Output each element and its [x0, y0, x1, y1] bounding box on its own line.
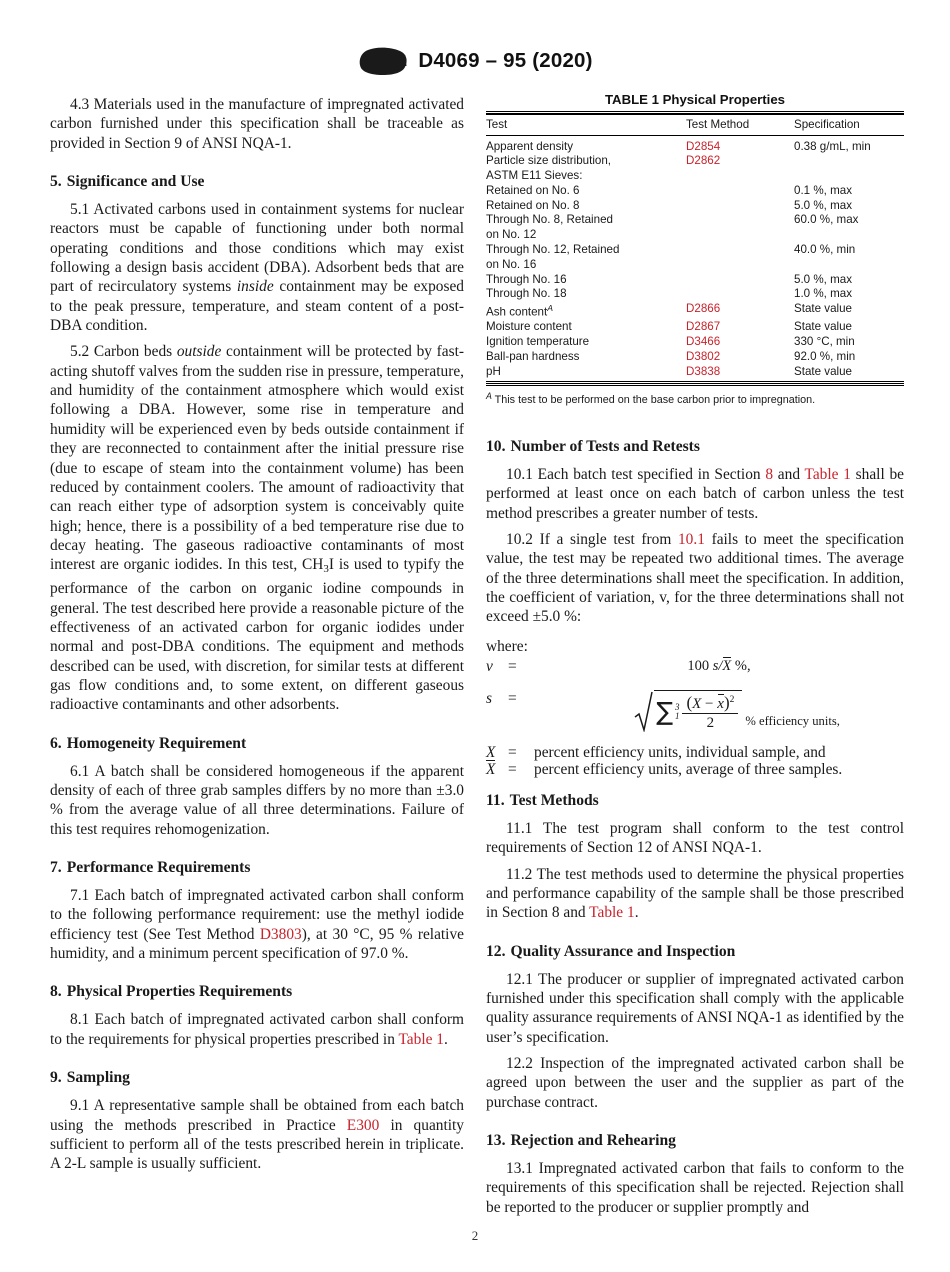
text-run: %, — [731, 657, 751, 674]
cell-specification — [794, 154, 904, 169]
physical-properties-table — [486, 111, 904, 381]
text-run: fails to meet the specification value, the test may be repeated two additional times. The average of the three determinations shall meet the specification. In addition, the coefficient of variation, v, for the three determinations shall not exceed ±5.0 %: — [486, 531, 904, 626]
section-heading-6 — [50, 734, 464, 753]
section-title: Physical Properties Requirements — [66, 983, 293, 1001]
section-heading-5 — [50, 172, 464, 191]
equation-block — [486, 658, 904, 732]
table-row — [486, 302, 904, 320]
symbol-definitions — [486, 744, 904, 779]
section-number: 13. — [486, 1132, 506, 1150]
cell-test: Retained on No. 8 — [486, 198, 580, 212]
cell-test-method[interactable] — [686, 320, 794, 335]
text-run: containment may be exposed to the peak pressure, temperature, and steam content of a post-DBA condition. — [50, 278, 464, 335]
definition-text: percent efficiency units, individual sample, and — [534, 743, 826, 761]
cell-test: Ignition temperature — [486, 334, 590, 348]
cell-specification: 0.38 g/mL, min — [794, 139, 871, 153]
spacer — [486, 523, 904, 530]
table-row — [486, 287, 904, 302]
link-d2854[interactable]: D2854 — [686, 139, 721, 153]
emphasis-inside: inside — [236, 278, 274, 296]
section-title: Quality Assurance and Inspection — [510, 942, 736, 960]
cell-test-method — [686, 257, 794, 272]
cell-specification — [794, 228, 904, 243]
spacer — [486, 779, 904, 791]
cell-specification: 330 °C, min — [794, 334, 855, 348]
cell-specification — [794, 257, 904, 272]
text-run: 5.2 Carbon beds — [70, 343, 177, 361]
table-row — [486, 272, 904, 287]
link-d3466[interactable]: D3466 — [686, 334, 721, 348]
table-1-block — [486, 92, 904, 407]
paragraph-7-1 — [50, 886, 464, 963]
table-row — [486, 349, 904, 364]
cell-specification: 1.0 %, max — [794, 287, 852, 301]
section-heading-10 — [486, 437, 904, 456]
cell-test: Through No. 12, Retained — [486, 242, 620, 256]
fraction-denominator: 2 — [706, 714, 715, 731]
equation-symbol-s: s — [486, 689, 492, 707]
link-d2867[interactable]: D2867 — [686, 320, 721, 334]
efficiency-units-label: % efficiency units, — [745, 713, 840, 728]
definition-symbol-x: X — [486, 743, 496, 761]
section-title: Homogeneity Requirement — [66, 734, 247, 752]
equation-s — [486, 690, 904, 732]
cell-test-method — [686, 272, 794, 287]
spacer — [50, 715, 464, 734]
cell-test-method[interactable] — [686, 154, 794, 169]
text-run: in quantity sufficient to perform all of the tests prescribed herein in triplicate. A 2-L sample is usually sufficient. — [50, 1116, 464, 1173]
cell-specification: 0.1 %, max — [794, 183, 852, 197]
section-number: 9. — [50, 1069, 62, 1087]
subscript-3: 3 — [323, 562, 329, 575]
link-d2866[interactable]: D2866 — [686, 302, 721, 316]
paragraph-5-2 — [50, 342, 464, 714]
link-table-1[interactable]: Table 1 — [589, 904, 635, 922]
link-section-8[interactable]: 8 — [765, 466, 774, 484]
equals-sign: = — [508, 743, 517, 761]
text-run: shall be performed at least once on each batch of carbon unless the test method prescribes a greater number of tests. — [486, 466, 905, 522]
text-run: . — [443, 1030, 448, 1048]
table-title: TABLE 1 Physical Properties — [604, 92, 786, 107]
table-row — [486, 183, 904, 198]
page-number: 2 — [471, 1228, 479, 1243]
section-heading-13 — [486, 1131, 904, 1150]
fraction-numerator — [682, 693, 738, 714]
spacer — [50, 1049, 464, 1068]
symbol-x-bar: X — [722, 657, 732, 674]
spacer — [50, 963, 464, 982]
minus-sign: − — [701, 695, 718, 712]
spacer — [486, 1112, 904, 1131]
cell-test: Retained on No. 6 — [486, 183, 580, 197]
spacer — [486, 1047, 904, 1054]
table-row — [486, 154, 904, 169]
table-row — [486, 320, 904, 335]
link-e300[interactable]: E300 — [346, 1116, 380, 1134]
emphasis-outside: outside — [176, 343, 222, 361]
paragraph-13-1: 13.1 Impregnated activated carbon that fails to conform to the requirements of this specification shall be rejected. Rejection shall be reported to the producer or supplier promptly and — [486, 1160, 904, 1216]
spacer — [486, 1150, 904, 1159]
cell-specification: 5.0 %, max — [794, 198, 852, 212]
spacer — [50, 877, 464, 886]
cell-specification — [794, 168, 904, 183]
spacer — [50, 153, 464, 172]
section-number: 7. — [50, 859, 62, 877]
link-d3803[interactable]: D3803 — [259, 925, 302, 943]
equation-v — [486, 658, 904, 676]
section-title: Sampling — [66, 1069, 130, 1087]
link-d2862[interactable]: D2862 — [686, 154, 721, 168]
definition-row — [486, 744, 904, 762]
paragraph-4-3: 4.3 Materials used in the manufacture of impregnated activated carbon furnished under this specification shall be traceable as provided in Section 9 of ANSI NQA-1. — [50, 96, 464, 152]
footnote-ref: A — [547, 303, 553, 314]
cell-test-method — [686, 213, 794, 228]
spacer — [486, 407, 904, 437]
cell-test: ASTM E11 Sieves: — [486, 169, 583, 183]
spacer — [50, 335, 464, 342]
paragraph-11-1: 11.1 The test program shall conform to the test control requirements of Section 12 of ANSI NQA-1. — [486, 820, 904, 857]
text-run: 10.2 If a single test from — [506, 531, 678, 549]
table-row — [486, 198, 904, 213]
paragraph-6-1: 6.1 A batch shall be considered homogeneous if the apparent density of each of three grab samples differs by no more than ±3.0 % from the average value of all three determinations. Failure of this test requires rehomogenization. — [50, 762, 464, 838]
table-row — [486, 213, 904, 228]
equation-v-expression — [534, 658, 904, 675]
spacer — [486, 923, 904, 942]
text-run: ), at 30 °C, 95 % relative humidity, and a minimum percent specification of 97.0 %. — [50, 925, 464, 963]
column-header-test: Test — [486, 115, 686, 136]
page-header — [0, 46, 950, 76]
cell-test: Apparent density — [486, 139, 574, 153]
cell-specification: State value — [794, 320, 853, 334]
section-heading-12 — [486, 942, 904, 961]
text-run: 100 — [687, 657, 713, 674]
symbol-s: s — [712, 657, 719, 674]
table-row — [486, 228, 904, 243]
text-run: 7.1 Each batch of impregnated activated carbon shall conform to the following performance requirement: use the methyl iodide efficiency test (See Test Method — [50, 887, 464, 943]
table-row — [486, 334, 904, 349]
paren-open: ( — [686, 692, 693, 712]
paragraph-9-1 — [50, 1096, 464, 1173]
spacer — [486, 858, 904, 865]
exponent-2: 2 — [729, 694, 735, 705]
text-run: . — [634, 904, 639, 922]
table-row — [486, 364, 904, 381]
left-column — [50, 95, 464, 1174]
text-run: and — [773, 466, 805, 484]
section-number: 11. — [486, 792, 505, 809]
link-d3802[interactable]: D3802 — [686, 349, 721, 363]
table-header-row — [486, 115, 904, 136]
cell-test-method[interactable] — [686, 364, 794, 381]
section-number: 5. — [50, 173, 62, 191]
cell-test-method — [686, 183, 794, 198]
cell-test-method — [686, 287, 794, 302]
spacer — [50, 191, 464, 200]
cell-test: Through No. 18 — [486, 287, 567, 301]
definition-row — [486, 761, 904, 779]
cell-specification: State value — [794, 302, 853, 316]
cell-test: pH — [486, 364, 501, 378]
section-heading-7 — [50, 858, 464, 877]
table-body — [486, 135, 904, 381]
spacer — [50, 1087, 464, 1096]
table-bottom-rule — [486, 381, 904, 386]
cell-specification: 92.0 %, min — [794, 349, 856, 363]
spacer — [486, 456, 904, 465]
text-run: 10.1 Each batch test specified in Section — [506, 466, 766, 484]
footnote-marker: A — [486, 391, 492, 402]
symbol-x: X — [692, 695, 702, 712]
where-label: where: — [486, 637, 528, 655]
cell-test: Particle size distribution, — [486, 154, 612, 168]
cell-test: Moisture content — [486, 320, 572, 334]
paragraph-12-1: 12.1 The producer or supplier of impregnated activated carbon furnished under this specification shall comply with the applicable quality assurance requirements of ANSI NQA-1 as identified by the user’s specification. — [486, 970, 904, 1046]
spacer — [50, 1001, 464, 1010]
definition-text: percent efficiency units, average of three samples. — [534, 761, 843, 779]
table-row — [486, 242, 904, 257]
section-title: Test Methods — [509, 792, 599, 809]
spacer — [486, 961, 904, 970]
cell-specification: 5.0 %, max — [794, 272, 852, 286]
spacer — [50, 753, 464, 762]
section-number: 8. — [50, 983, 62, 1001]
right-column — [486, 92, 904, 1217]
paren-close: ) — [723, 692, 730, 712]
text-run: containment will be protected by fast-acting shutoff valves from the sudden rise in pressure, temperature, and humidity of the containment atmosphere which would exist following a DBA. However, some rise in temperature and humidity will be experienced even by beds outside containment if they are reconnected to containment after the initial pressure rise (due to escape of steam into the containment volume) has been reduced by containment coolers. The amount of radioactivity that can reach either type of adsorption system is conceivably quite high; hence, there is a possibility of a bed temperature rise due to decay heating. The gaseous radioactive contaminants of most interest are organic iodides. In this test, CH — [50, 343, 464, 574]
table-row — [486, 135, 904, 154]
cell-test-method[interactable] — [686, 334, 794, 349]
cell-test-method — [686, 198, 794, 213]
column-header-test-method: Test Method — [686, 115, 794, 136]
cell-test: Through No. 8, Retained — [486, 213, 613, 227]
paragraph-10-1 — [486, 465, 904, 523]
cell-test-method — [686, 228, 794, 243]
equation-symbol-v: v — [486, 657, 493, 675]
cell-test: on No. 12 — [486, 228, 537, 242]
summation-lower-limit: 1 — [674, 711, 680, 722]
page-footer — [0, 1228, 950, 1244]
section-title: Rejection and Rehearing — [510, 1132, 676, 1150]
table-row — [486, 168, 904, 183]
square-root — [634, 690, 742, 732]
cell-test-method — [686, 242, 794, 257]
paragraph-10-2 — [486, 530, 904, 627]
section-heading-11 — [486, 791, 904, 810]
cell-specification: 40.0 %, min — [794, 242, 856, 256]
fraction — [682, 693, 738, 732]
astm-logo-icon — [357, 46, 409, 76]
table-footnote — [486, 390, 904, 407]
link-d3838[interactable]: D3838 — [686, 364, 721, 378]
cell-specification: State value — [794, 364, 853, 378]
column-header-specification: Specification — [794, 115, 904, 136]
equals-sign: = — [508, 761, 517, 779]
footnote-text: This test to be performed on the base carbon prior to impregnation. — [491, 394, 816, 407]
paragraph-8-1 — [50, 1010, 464, 1049]
paragraph-5-1 — [50, 200, 464, 335]
table-row — [486, 257, 904, 272]
section-title: Significance and Use — [66, 173, 205, 191]
paragraph-11-2 — [486, 865, 904, 923]
text-run: 8.1 Each batch of impregnated activated carbon shall conform to the requirements for physical properties prescribed in — [50, 1011, 464, 1048]
section-heading-9 — [50, 1068, 464, 1087]
cell-test: Ash content$^A$ — [486, 303, 553, 319]
cell-specification: 60.0 %, max — [794, 213, 859, 227]
summation-limits — [675, 700, 680, 724]
cell-test: Through No. 16 — [486, 272, 567, 286]
link-10-1[interactable]: 10.1 — [677, 531, 705, 549]
equals-sign: = — [508, 689, 517, 707]
cell-test-method — [686, 168, 794, 183]
spacer — [50, 839, 464, 858]
section-title: Performance Requirements — [66, 859, 251, 877]
cell-test-method[interactable] — [686, 302, 794, 320]
equals-sign: = — [508, 657, 517, 675]
link-table-1[interactable]: Table 1 — [804, 466, 851, 484]
section-number: 10. — [486, 438, 506, 456]
document-designation: D4069 – 95 (2020) — [418, 49, 593, 72]
text-run: 9.1 A representative sample shall be obtained from each batch using the methods prescribed in Practice — [50, 1097, 464, 1134]
section-title: Number of Tests and Retests — [510, 438, 700, 456]
section-number: 12. — [486, 942, 506, 960]
spacer — [486, 810, 904, 819]
equation-s-expression — [534, 690, 904, 732]
radical-sign-icon — [634, 690, 654, 732]
text-run: I is used to typify the performance of the carbon on organic iodine compounds in general. The test described here provide a reasonable picture of the effectiveness of an activated carbon for organic iodides under normal and post-DBA conditions. The equipment and methods described can be used, with discretion, for similar tests at different gas flow conditions and, to some extent, on different gaseous radioactive contaminants and other adsorbents. — [50, 556, 464, 714]
text-run: 5.1 Activated carbons used in containment systems for nuclear reactors must be capable of functioning under both normal operating conditions and those conditions which may exist following a design basis accident (DBA). Adsorbent beds that are part of recirculatory systems — [50, 201, 464, 296]
symbol-x-bar: x — [717, 695, 724, 712]
summation-sign: ∑ — [656, 697, 673, 727]
cell-test: Ball-pan hardness — [486, 349, 580, 363]
cell-test-method[interactable] — [686, 135, 794, 154]
cell-test: on No. 16 — [486, 257, 537, 271]
section-number: 6. — [50, 734, 62, 752]
link-table-1[interactable]: Table 1 — [398, 1030, 444, 1048]
text-run: 11.2 The test methods used to determine the physical properties and performance capability of the sample shall be those prescribed in Section 8 and — [486, 865, 904, 922]
definition-symbol-x-bar: X — [486, 761, 496, 779]
slash: / — [718, 657, 723, 674]
paragraph-12-2: 12.2 Inspection of the impregnated activated carbon shall be agreed upon between the user and the supplier as part of the purchase contract. — [486, 1055, 904, 1111]
cell-test-method[interactable] — [686, 349, 794, 364]
section-heading-8 — [50, 982, 464, 1001]
summation-upper-limit: 3 — [674, 701, 680, 712]
